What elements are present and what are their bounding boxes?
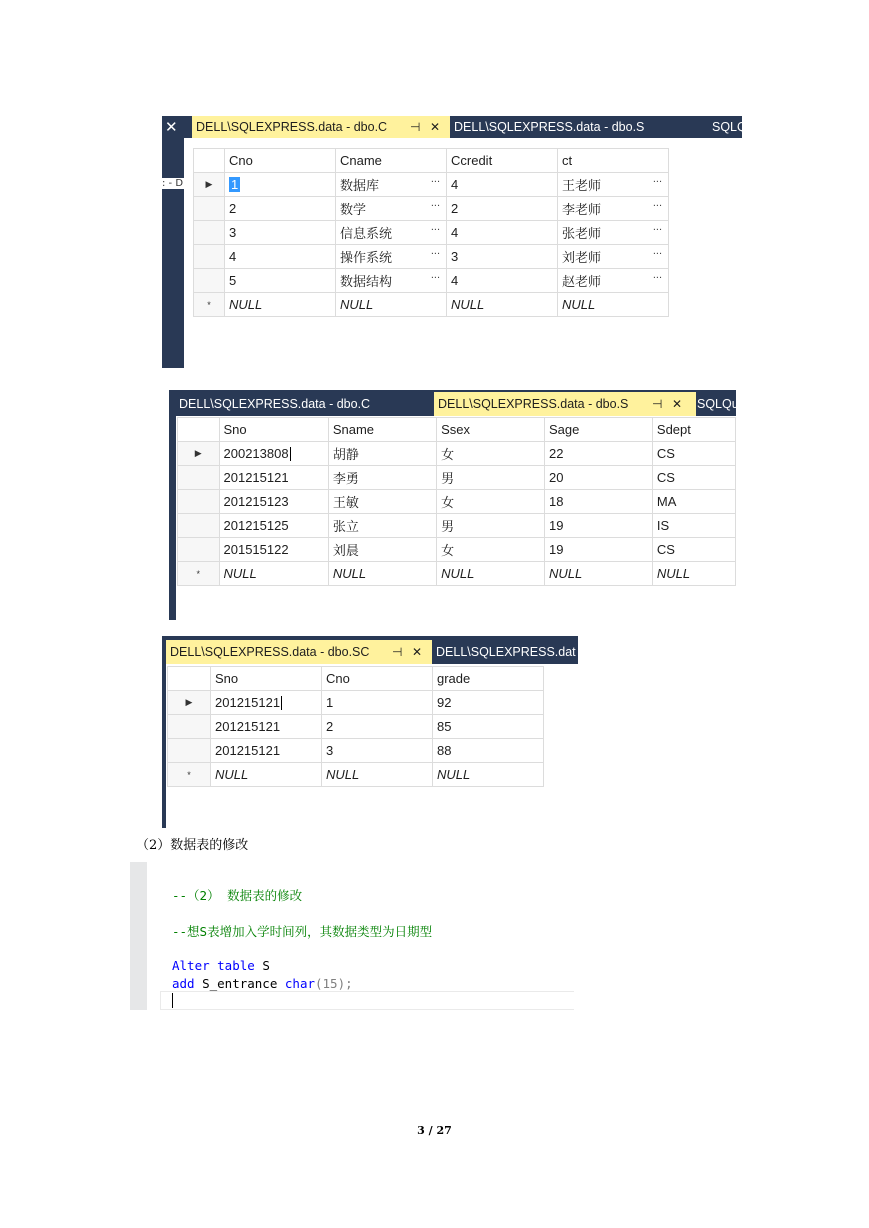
- table-cell[interactable]: 3: [322, 739, 433, 763]
- table-row[interactable]: [178, 490, 736, 514]
- ellipsis-icon[interactable]: ...: [652, 173, 662, 185]
- table-cell[interactable]: 18: [545, 490, 653, 514]
- query-editor[interactable]: [130, 862, 574, 1010]
- table-row[interactable]: [194, 173, 669, 197]
- data-grid: [177, 417, 736, 586]
- table-cell[interactable]: 201215121: [211, 715, 322, 739]
- table-cell[interactable]: 201215121: [211, 739, 322, 763]
- table-row[interactable]: [178, 466, 736, 490]
- null-cell[interactable]: NULL: [558, 293, 669, 317]
- tab-title: DELL\SQLEXPRESS.data - dbo.S: [454, 120, 645, 134]
- table-row[interactable]: [178, 442, 736, 466]
- null-cell[interactable]: NULL: [322, 763, 433, 787]
- new-row-icon[interactable]: *: [178, 562, 220, 586]
- table-row[interactable]: [168, 691, 544, 715]
- tab-dbo-c[interactable]: [192, 116, 450, 138]
- table-cell[interactable]: 女: [437, 538, 545, 562]
- left-dock-bar: [169, 416, 176, 620]
- code-comment: --想S表增加入学时间列，其数据类型为日期型: [172, 924, 433, 939]
- table-cell[interactable]: 22: [545, 442, 653, 466]
- cell-text: 201215121: [215, 694, 281, 710]
- ellipsis-icon[interactable]: ...: [430, 221, 440, 233]
- table-cell[interactable]: 女: [437, 442, 545, 466]
- column-header[interactable]: grade: [433, 667, 544, 691]
- row-selector[interactable]: [194, 269, 225, 293]
- text-cursor: [281, 696, 282, 710]
- row-selector[interactable]: [194, 245, 225, 269]
- cell-text: 张老师: [562, 226, 602, 241]
- table-cell[interactable]: 王敏: [328, 490, 436, 514]
- new-row[interactable]: [194, 293, 669, 317]
- table-cell[interactable]: 3: [225, 221, 336, 245]
- table-cell[interactable]: IS: [652, 514, 735, 538]
- row-selector[interactable]: [194, 197, 225, 221]
- table-editor-course: [162, 116, 747, 368]
- table-cell[interactable]: 男: [437, 466, 545, 490]
- table-cell[interactable]: 4: [225, 245, 336, 269]
- cell-text: 信息系统: [340, 226, 393, 241]
- null-cell[interactable]: NULL: [447, 293, 558, 317]
- new-row-icon[interactable]: *: [194, 293, 225, 317]
- null-cell[interactable]: NULL: [437, 562, 545, 586]
- code-text: S_entrance: [194, 976, 285, 991]
- code-comment: --（2） 数据表的修改: [172, 888, 303, 903]
- close-icon[interactable]: ✕: [672, 397, 683, 411]
- close-icon[interactable]: ✕: [430, 120, 441, 134]
- row-pointer-icon[interactable]: ▶: [194, 173, 225, 197]
- close-icon[interactable]: ✕: [412, 645, 423, 659]
- table-cell[interactable]: 4: [447, 173, 558, 197]
- new-row[interactable]: [168, 763, 544, 787]
- column-header[interactable]: Ccredit: [447, 149, 558, 173]
- table-cell[interactable]: 88: [433, 739, 544, 763]
- code-keyword: add: [172, 976, 195, 991]
- ellipsis-icon[interactable]: ...: [652, 197, 662, 209]
- ellipsis-icon[interactable]: ...: [430, 173, 440, 185]
- tab-dbo-s[interactable]: [450, 116, 684, 138]
- row-selector[interactable]: [178, 466, 220, 490]
- code-args: (15);: [315, 976, 353, 991]
- table-cell[interactable]: 201215125: [219, 514, 328, 538]
- new-row[interactable]: [178, 562, 736, 586]
- text-cursor: [290, 447, 291, 461]
- tab-sqlquery[interactable]: [708, 116, 752, 138]
- table-cell[interactable]: 19: [545, 514, 653, 538]
- table-cell[interactable]: [336, 245, 447, 269]
- table-cell[interactable]: 201515122: [219, 538, 328, 562]
- code-keyword: char: [284, 976, 315, 991]
- row-pointer-icon[interactable]: ▶: [168, 691, 211, 715]
- column-header[interactable]: Sno: [211, 667, 322, 691]
- table-cell[interactable]: [336, 197, 447, 221]
- close-icon[interactable]: ✕: [165, 118, 178, 136]
- page-number: 3 / 27: [417, 1124, 452, 1137]
- cell-text: 数据结构: [340, 274, 393, 289]
- tab-dbo-c[interactable]: [175, 392, 429, 416]
- table-cell[interactable]: 85: [433, 715, 544, 739]
- new-row-icon[interactable]: *: [168, 763, 211, 787]
- column-header[interactable]: Sname: [328, 418, 436, 442]
- ellipsis-icon[interactable]: ...: [652, 245, 662, 257]
- pin-icon[interactable]: ⊣: [652, 397, 663, 411]
- side-panel-label: : - D: [162, 178, 184, 189]
- left-dock-bar: [162, 138, 184, 368]
- null-cell[interactable]: NULL: [328, 562, 436, 586]
- row-selector[interactable]: [168, 739, 211, 763]
- table-row[interactable]: [194, 221, 669, 245]
- ellipsis-icon[interactable]: ...: [652, 269, 662, 281]
- column-header[interactable]: Sno: [219, 418, 328, 442]
- tab-title: SQLQ: [712, 120, 747, 134]
- table-row[interactable]: [194, 197, 669, 221]
- table-cell[interactable]: [336, 269, 447, 293]
- table-cell[interactable]: 胡静: [328, 442, 436, 466]
- table-cell[interactable]: MA: [652, 490, 735, 514]
- table-cell[interactable]: 刘晨: [328, 538, 436, 562]
- column-header[interactable]: Cname: [336, 149, 447, 173]
- code-keyword: Alter table: [172, 958, 255, 973]
- column-header[interactable]: Sdept: [652, 418, 735, 442]
- table-cell[interactable]: [225, 173, 336, 197]
- tab-dbo-s[interactable]: [432, 640, 582, 664]
- table-cell[interactable]: [558, 173, 669, 197]
- column-header[interactable]: Ssex: [437, 418, 545, 442]
- null-cell[interactable]: NULL: [433, 763, 544, 787]
- header-row: [168, 667, 544, 691]
- table-cell[interactable]: 201215123: [219, 490, 328, 514]
- row-selector[interactable]: [194, 221, 225, 245]
- row-selector-header: [168, 667, 211, 691]
- ellipsis-icon[interactable]: ...: [430, 245, 440, 257]
- header-row: [194, 149, 669, 173]
- pin-icon[interactable]: ⊣: [410, 120, 421, 134]
- column-header[interactable]: Sage: [545, 418, 653, 442]
- table-cell[interactable]: [558, 197, 669, 221]
- null-cell[interactable]: NULL: [225, 293, 336, 317]
- ellipsis-icon[interactable]: ...: [430, 197, 440, 209]
- table-cell[interactable]: [219, 442, 328, 466]
- tab-title: DELL\SQLEXPRESS.data - dbo.C: [196, 120, 388, 134]
- null-cell[interactable]: NULL: [545, 562, 653, 586]
- row-selector-header: [194, 149, 225, 173]
- data-grid: [193, 148, 669, 317]
- table-cell[interactable]: 男: [437, 514, 545, 538]
- tab-dbo-sc[interactable]: [166, 640, 432, 664]
- data-grid: [167, 666, 544, 787]
- cell-text: 王老师: [562, 178, 602, 193]
- table-row[interactable]: [168, 739, 544, 763]
- current-line-highlight: [160, 991, 574, 1010]
- column-header[interactable]: Cno: [322, 667, 433, 691]
- table-row[interactable]: [194, 245, 669, 269]
- section-heading: （2）数据表的修改: [136, 838, 249, 853]
- table-row[interactable]: [194, 269, 669, 293]
- cell-text: 李老师: [562, 202, 602, 217]
- table-cell[interactable]: 李勇: [328, 466, 436, 490]
- column-header[interactable]: Cno: [225, 149, 336, 173]
- tab-title: DELL\SQLEXPRESS.dat: [436, 645, 576, 659]
- code-text: S: [254, 958, 270, 973]
- table-cell[interactable]: 19: [545, 538, 653, 562]
- null-cell[interactable]: NULL: [652, 562, 735, 586]
- table-row[interactable]: [178, 514, 736, 538]
- table-cell[interactable]: 5: [225, 269, 336, 293]
- pin-icon[interactable]: ⊣: [392, 645, 403, 659]
- cell-text: 操作系统: [340, 250, 393, 265]
- table-cell[interactable]: [336, 173, 447, 197]
- table-cell[interactable]: [558, 221, 669, 245]
- row-pointer-icon[interactable]: ▶: [178, 442, 220, 466]
- editor-gutter: [130, 862, 147, 1010]
- table-cell[interactable]: 1: [322, 691, 433, 715]
- row-selector[interactable]: [168, 715, 211, 739]
- code-line: [172, 958, 270, 973]
- column-header[interactable]: ct: [558, 149, 669, 173]
- table-cell[interactable]: 2: [225, 197, 336, 221]
- text-cursor: [172, 993, 173, 1008]
- row-selector[interactable]: [178, 514, 220, 538]
- table-cell[interactable]: CS: [652, 538, 735, 562]
- cell-text: 刘老师: [562, 250, 602, 265]
- ellipsis-icon[interactable]: ...: [652, 221, 662, 233]
- table-cell[interactable]: 2: [322, 715, 433, 739]
- table-cell[interactable]: 4: [447, 221, 558, 245]
- table-row[interactable]: [178, 538, 736, 562]
- row-selector[interactable]: [178, 538, 220, 562]
- table-cell[interactable]: 2: [447, 197, 558, 221]
- table-cell[interactable]: [558, 245, 669, 269]
- table-cell[interactable]: [336, 221, 447, 245]
- cell-text: 数据库: [340, 178, 380, 193]
- row-selector-header: [178, 418, 220, 442]
- left-dock-bar: [162, 664, 166, 828]
- table-cell[interactable]: [211, 691, 322, 715]
- cell-text: 数学: [340, 202, 367, 217]
- selected-cell-text: 1: [231, 177, 239, 192]
- table-cell[interactable]: 3: [447, 245, 558, 269]
- table-cell[interactable]: 201215121: [219, 466, 328, 490]
- null-cell[interactable]: NULL: [336, 293, 447, 317]
- table-row[interactable]: [168, 715, 544, 739]
- tab-title: DELL\SQLEXPRESS.data - dbo.S: [438, 397, 629, 411]
- tab-sqlquery[interactable]: [693, 392, 747, 416]
- table-cell[interactable]: 张立: [328, 514, 436, 538]
- table-cell[interactable]: 20: [545, 466, 653, 490]
- tab-title: SQLQu: [697, 397, 739, 411]
- ellipsis-icon[interactable]: ...: [430, 269, 440, 281]
- table-cell[interactable]: CS: [652, 442, 735, 466]
- null-cell[interactable]: NULL: [211, 763, 322, 787]
- table-cell[interactable]: 92: [433, 691, 544, 715]
- null-cell[interactable]: NULL: [219, 562, 328, 586]
- tab-title: DELL\SQLEXPRESS.data - dbo.C: [179, 397, 371, 411]
- table-cell[interactable]: CS: [652, 466, 735, 490]
- table-editor-sc: [162, 636, 578, 828]
- table-cell[interactable]: 4: [447, 269, 558, 293]
- table-cell[interactable]: [558, 269, 669, 293]
- row-selector[interactable]: [178, 490, 220, 514]
- table-editor-student: [169, 390, 739, 620]
- cell-text: 赵老师: [562, 274, 602, 289]
- tab-dbo-s[interactable]: [434, 392, 696, 416]
- table-cell[interactable]: 女: [437, 490, 545, 514]
- tab-title: DELL\SQLEXPRESS.data - dbo.SC: [170, 645, 370, 659]
- code-line: [172, 976, 353, 991]
- header-row: [178, 418, 736, 442]
- cell-text: 200213808: [223, 445, 289, 461]
